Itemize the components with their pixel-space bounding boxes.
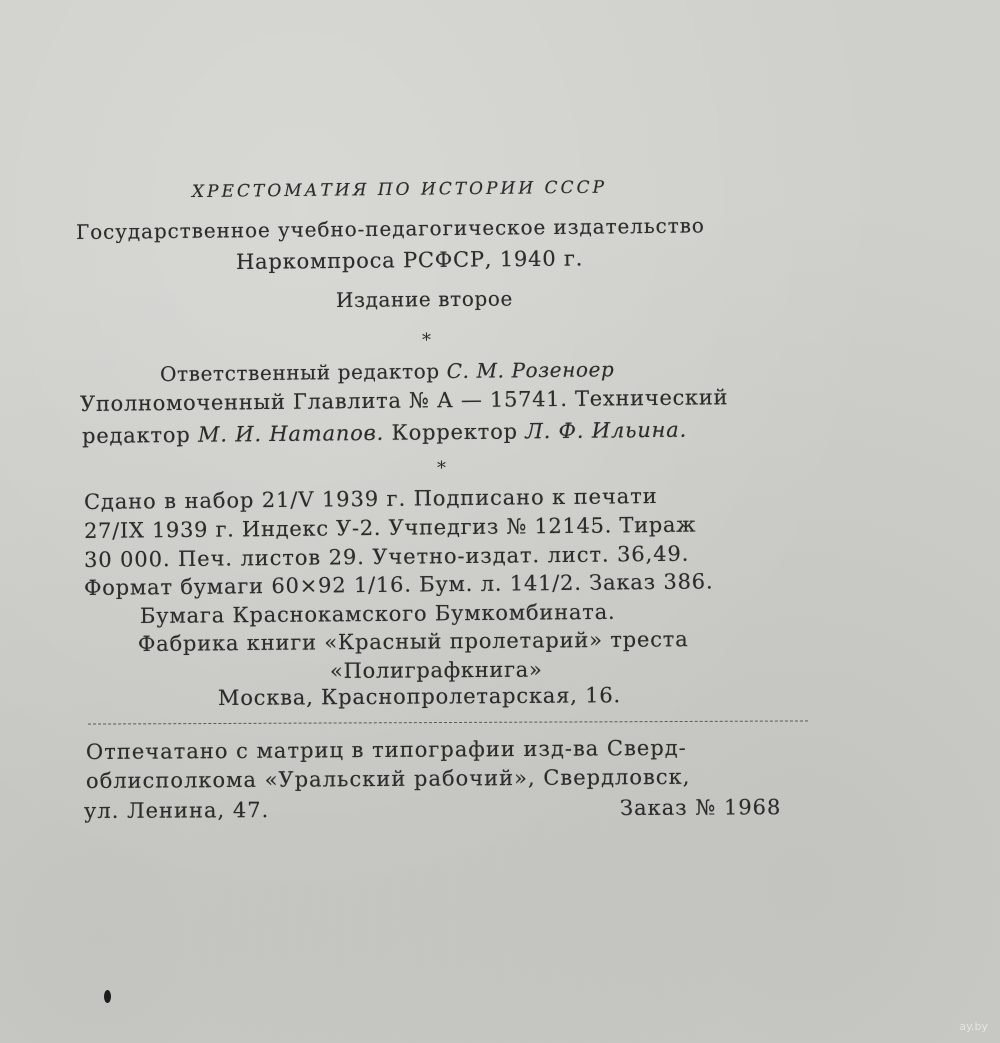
separator-star: * xyxy=(422,330,431,351)
print-info-line-1: Сдано в набор 21/V 1939 г. Подписано к печати xyxy=(83,483,658,514)
proofreader-name: Л. Ф. Ильина. xyxy=(525,417,688,444)
print-info-line-3: 30 000. Печ. листов 29. Учетно-издат. лист. 36,49. xyxy=(83,541,690,572)
reprint-line-2: облисполкома «Уральский рабочий», Свердловск, xyxy=(85,764,691,793)
responsible-editor-name: С. М. Розеноер xyxy=(446,357,615,383)
ink-blot xyxy=(104,990,111,1003)
glavlit-line: Уполномоченный Главлита № А — 15741. Технический xyxy=(79,385,729,416)
factory-line-1: Фабрика книги «Красный пролетарий» треста xyxy=(137,627,689,656)
factory-line-2: «Полиграфкнига» xyxy=(329,657,543,683)
reprint-line-3-right: Заказ № 1968 xyxy=(619,795,782,820)
divider-rule xyxy=(88,720,808,724)
print-info-line-2: 27/IX 1939 г. Индекс У-2. Учпедгиз № 12145. Тираж xyxy=(83,512,697,543)
paper-line: Бумага Краснокамского Бумкомбината. xyxy=(139,599,616,628)
watermark: ay.by xyxy=(959,1020,988,1033)
separator-star-2: * xyxy=(437,458,446,479)
address-line: Москва, Краснопролетарская, 16. xyxy=(217,683,622,710)
reprint-line-3-left: ул. Ленина, 47. xyxy=(83,798,270,823)
publisher-line-1: Государственное учебно-педагогическое издательство xyxy=(75,213,705,244)
proofreader-label: Корректор xyxy=(391,419,518,445)
reprint-line-1: Отпечатано с матриц в типографии изд-ва Сверд- xyxy=(85,735,687,764)
tech-editor-line xyxy=(82,418,687,448)
tech-editor-name: М. И. Натапов. xyxy=(197,420,385,447)
edition-label: Издание второе xyxy=(335,286,513,312)
print-info-line-4: Формат бумаги 60×92 1/16. Бум. л. 141/2. Заказ 386. xyxy=(83,569,714,600)
book-title: ХРЕСТОМАТИЯ ПО ИСТОРИИ СССР xyxy=(191,177,608,202)
responsible-editor-label: Ответственный редактор xyxy=(159,359,440,386)
publisher-line-2: Наркомпроса РСФСР, 1940 г. xyxy=(235,246,584,274)
tech-editor-label: редактор xyxy=(81,422,191,448)
responsible-editor-line xyxy=(160,357,615,386)
